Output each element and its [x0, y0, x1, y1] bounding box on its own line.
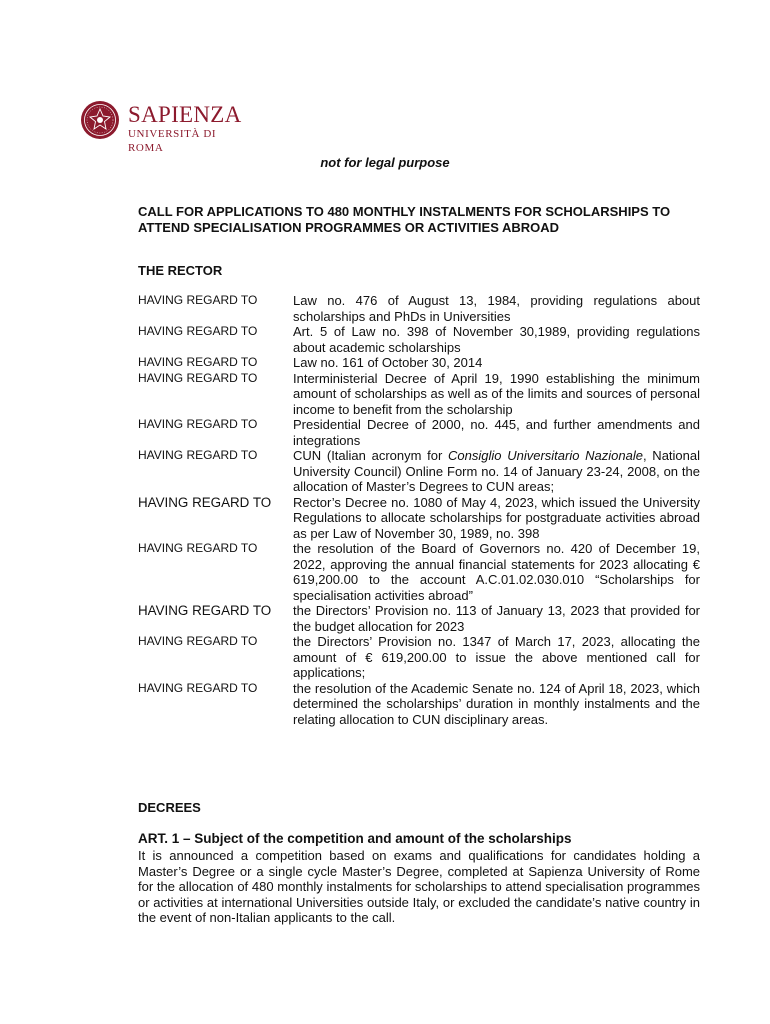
article-title: ART. 1 – Subject of the competition and amount of the scholarships — [138, 831, 572, 846]
regard-text: CUN (Italian acronym for Consiglio Universitario Nazionale, National University Council) Online Form no. 14 of January 23-24, 2008, on the allocation of Master’s Degrees to CUN areas; — [293, 448, 700, 494]
regard-text: Presidential Decree of 2000, no. 445, and further amendments and integrations — [293, 417, 700, 448]
regard-text: the Directors’ Provision no. 1347 of March 17, 2023, allocating the amount of € 619,200.00 to issue the above mentioned call for applications; — [293, 634, 700, 680]
regard-item — [138, 495, 700, 542]
brand-subtitle: UNIVERSITÀ DI ROMA — [128, 128, 217, 154]
regard-item — [138, 293, 700, 324]
regard-item — [138, 634, 700, 681]
having-regard-list — [138, 293, 700, 727]
regard-item — [138, 324, 700, 355]
document-title: CALL FOR APPLICATIONS TO 480 MONTHLY INSTALMENTS FOR SCHOLARSHIPS TO ATTEND SPECIALISATION PROGRAMMES OR ACTIVITIES ABROAD — [138, 204, 671, 235]
regard-label: HAVING REGARD TO — [138, 448, 258, 462]
regard-label: HAVING REGARD TO — [138, 634, 258, 648]
regard-text: Law no. 476 of August 13, 1984, providing regulations about scholarships and PhDs in Universities — [293, 293, 700, 324]
regard-label: HAVING REGARD TO — [138, 370, 258, 385]
regard-text: the resolution of the Board of Governors no. 420 of December 19, 2022, approving the annual financial statements for 2023 allocating € 619,200.00 to the account A.C.01.02.030.010 “Scholarships for specialisation activities abroad” — [293, 541, 700, 603]
article-body: It is announced a competition based on exams and qualifications for candidates holding a Master’s Degree or a single cycle Master’s Degree, completed at Sapienza University of Rome for the allocation of 480 monthly instalments for scholarships to attend specialisation programmes or activities at international Universities outside Italy, or excluded the candidate’s native country in the event of non-Italian applicants to the call. — [138, 848, 700, 925]
regard-text: the Directors’ Provision no. 113 of January 13, 2023 that provided for the budget allocation for 2023 — [293, 603, 700, 634]
decrees-heading: DECREES — [138, 800, 201, 815]
regard-text: Art. 5 of Law no. 398 of November 30,1989, providing regulations about academic scholarships — [293, 324, 700, 355]
regard-item — [138, 448, 700, 495]
sapienza-logo — [80, 100, 242, 154]
regard-label: HAVING REGARD TO — [138, 293, 258, 307]
regard-label: HAVING REGARD TO — [138, 355, 258, 369]
regard-text: the resolution of the Academic Senate no. 124 of April 18, 2023, which determined the scholarships’ duration in monthly instalments and the relating allocation to CUN disciplinary areas. — [293, 680, 700, 727]
regard-item — [138, 681, 700, 728]
regard-item — [138, 603, 700, 634]
regard-label: HAVING REGARD TO — [138, 603, 272, 618]
regard-item — [138, 541, 700, 603]
regard-label: HAVING REGARD TO — [138, 494, 272, 510]
regard-label: HAVING REGARD TO — [138, 324, 258, 338]
regard-label: HAVING REGARD TO — [138, 417, 258, 431]
rector-heading: THE RECTOR — [138, 263, 223, 278]
university-seal-icon — [80, 100, 120, 140]
brand-name: SAPIENZA — [128, 102, 242, 127]
regard-label: HAVING REGARD TO — [138, 541, 258, 555]
regard-item — [138, 371, 700, 418]
regard-item — [138, 355, 700, 371]
regard-item — [138, 417, 700, 448]
legal-disclaimer: not for legal purpose — [320, 155, 450, 170]
regard-label: HAVING REGARD TO — [138, 680, 258, 695]
regard-text: Law no. 161 of October 30, 2014 — [293, 355, 483, 370]
regard-text: Rector’s Decree no. 1080 of May 4, 2023, which issued the University Regulations to allocate scholarships for postgraduate activities abroad as per Law of November 30, 1989, no. 398 — [293, 494, 700, 541]
regard-text: Interministerial Decree of April 19, 1990 establishing the minimum amount of scholarships as well as of the limits and sources of personal income to benefit from the scholarship — [293, 370, 700, 417]
